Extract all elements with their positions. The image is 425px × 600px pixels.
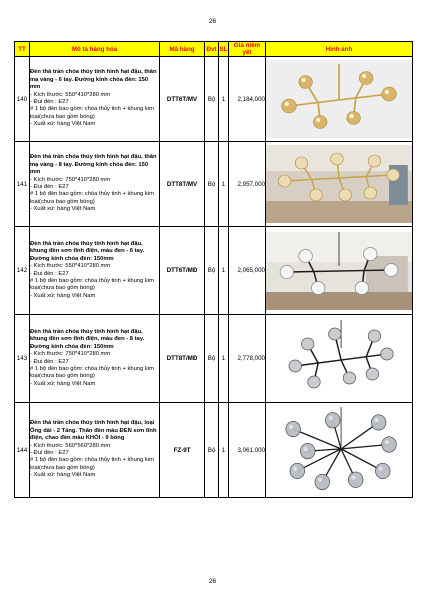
row-spec-line: # 1 bộ đèn bao gồm: chóa thủy tinh + khung kim loại(chưa bao gồm bóng) [30,277,154,292]
gold-8-arm-chandelier-photo [266,145,412,223]
table-row [15,142,413,227]
row-description [30,227,160,315]
row-spec-line: # 1 bộ đèn bao gồm: chóa thủy tinh + khung kim loại(chưa bao gồm bóng) [30,457,154,471]
row-qty: 1 [219,57,229,142]
smoke-glass-9-bulb-chandelier-photo [266,407,412,493]
row-code: DTT8T/MV [160,142,205,227]
table-header-row [15,42,413,57]
row-spec-line: # 1 bộ đèn bao gồm: chóa thủy tinh + khung kim loại(chưa bao gồm bóng) [30,106,154,120]
row-title: Đèn thả trần chóa thủy tinh hình hạt đậu, thân mạ vàng - 8 tay. Đường kính chóa đèn: 150 mm [30,154,157,176]
row-price: 2,184,000 [229,57,266,142]
row-spec-line: - Đui đèn : E27 [30,450,69,456]
row-spec-line: # 1 bộ đèn bao gồm: chóa thủy tinh + khung kim loại(chưa bao gồm bóng) [30,365,154,380]
row-qty: 1 [219,315,229,403]
row-code: DTT8T/MĐ [160,315,205,403]
gold-6-arm-chandelier-photo [266,60,412,138]
row-spec-line: - Đui đèn : E27 [30,358,69,365]
row-tt: 143 [15,315,30,403]
black-8-arm-chandelier-photo [266,320,412,398]
row-qty: 1 [219,403,229,498]
row-spec-line: - Xuất xứ: hàng Việt Nam [30,472,96,479]
row-code: FZ-9T [160,403,205,498]
row-spec-line: - Kích thước: 750*410*280 mm [30,351,111,358]
row-description [30,57,160,142]
row-unit: Bộ [205,315,219,403]
table-row [15,57,413,142]
row-spec-line: # 1 bộ đèn bao gồm: chóa thủy tinh + khung kim loại(chưa bao gồm bóng) [30,191,154,205]
row-price: 2,778,000 [229,315,266,403]
header-unit: Đvt [205,42,219,57]
row-spec-line: - Đui đèn : E27 [30,184,69,190]
row-unit: Bộ [205,57,219,142]
row-spec-line: - Kích thước: 550*410*280 mm [30,263,111,270]
row-spec-line: - Xuất xứ: hàng Việt Nam [30,292,96,299]
row-qty: 1 [219,227,229,315]
product-catalog-table [14,41,413,498]
black-6-arm-chandelier-photo [266,232,412,310]
row-spec-line: - Kích thước: 750*410*280 mm [30,176,111,183]
row-unit: Bộ [205,142,219,227]
header-image: Hình ảnh [266,42,413,57]
row-code: DTT6T/MĐ [160,227,205,315]
row-spec-line: - Xuất xứ: hàng Việt Nam [30,121,96,128]
row-image [266,227,413,315]
row-description [30,142,160,227]
table-row [15,403,413,498]
header-qty: SL [219,42,229,57]
row-tt: 141 [15,142,30,227]
row-code: DTT6T/MV [160,57,205,142]
row-tt: 144 [15,403,30,498]
row-price: 2,065,000 [229,227,266,315]
row-spec-line: - Đui đèn : E27 [30,270,69,277]
page-number-top: 26 [208,18,217,25]
row-spec-line: - Kích thước: 550*410*280 mm [30,91,111,98]
row-spec-line: - Đui đèn : E27 [30,99,69,105]
header-tt: TT [15,42,30,57]
table-row [15,315,413,403]
row-description [30,315,160,403]
page-number-bottom: 26 [208,578,217,585]
row-title: Đèn thả trần chóa thủy tinh hình hạt đậu, thân mạ vàng - 6 tay. Đường kính chóa đèn: 150 mm [30,69,157,91]
row-title: Đèn thả trần chóa thủy tinh hình hạt đậu, khung đèn sơn tĩnh điện, màu đen - 8 tay. Đường kính chóa đèn: 150mm [30,328,145,350]
row-image [266,142,413,227]
row-title: Đèn thả trần chóa thủy tinh hình hạt đậu, loại Ống dài - 2 Tầng. Thân đèn màu ĐEN sơn tĩnh điện, chao đèn màu KHÓI - 9 bóng [30,420,157,442]
row-spec-line: - Kích thước: 560*560*280 mm [30,442,111,449]
row-spec-line: - Xuất xứ: hàng Việt Nam [30,380,96,387]
header-description: Mô tả hàng hóa [30,42,160,57]
row-tt: 140 [15,57,30,142]
row-unit: Bộ [205,403,219,498]
row-spec-line: - Xuất xứ: hàng Việt Nam [30,206,96,213]
row-image [266,57,413,142]
row-image [266,315,413,403]
row-description [30,403,160,498]
header-price: Giá niêm yết [229,42,266,57]
row-image [266,403,413,498]
row-price: 2,957,000 [229,142,266,227]
row-price: 3,061,000 [229,403,266,498]
row-qty: 1 [219,142,229,227]
header-code: Mã hàng [160,42,205,57]
row-title: Đèn thả trần chóa thủy tinh hình hạt đậu, khung đèn sơn tĩnh điện, màu đen - 6 tay. Đường kính chóa đèn: 150mm [30,240,145,262]
table-row [15,227,413,315]
row-unit: Bộ [205,227,219,315]
row-tt: 142 [15,227,30,315]
